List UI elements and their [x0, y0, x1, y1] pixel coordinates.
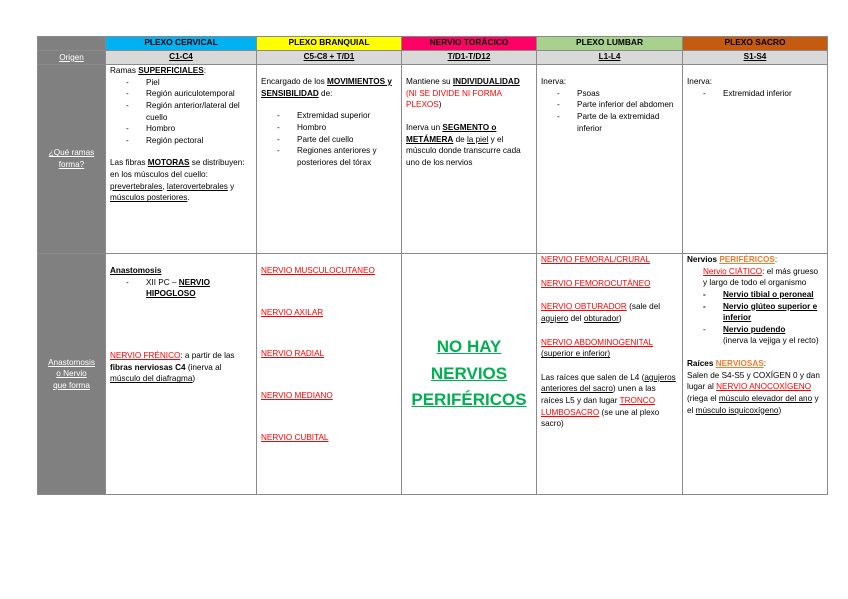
origen-label: Origen	[38, 51, 106, 65]
list-item: - Parte inferior del abdomen	[541, 99, 678, 111]
sacro-intro: Inerva:	[687, 77, 713, 86]
nervio-obturador: NERVIO OBTURADOR (sale del agujero del obturador)	[541, 302, 661, 323]
header-row	[38, 37, 828, 51]
sacro-ciatico: Nervio CIÁTICO: el más grueso y largo de todo el organismo	[703, 266, 819, 288]
sacro-perifericos: Nervios PERIFÉRICOS:	[687, 255, 778, 264]
ramas-branquial-cell	[257, 65, 402, 254]
lumbar-raices: Las raíces que salen de L4 (agujeros anteriores del sacro) unen a las raíces L5 y dan lugar TRONCO LUMBOSACRO (se une al plexo sacro)	[541, 372, 676, 429]
header-corner	[38, 37, 106, 51]
branquial-intro: Encargado de los MOVIMIENTOS y SENSIBILIDAD de:	[261, 77, 392, 98]
nervio-mediano: NERVIO MEDIANO	[261, 390, 333, 400]
list-item: - Psoas	[541, 88, 678, 100]
cervical-list	[110, 77, 252, 147]
toracico-segmento: Inerva un SEGMENTO o METÁMERA de la piel y el músculo donde transcurre cada uno de los nervios	[406, 122, 521, 167]
ramas-label	[38, 65, 106, 254]
sacro-raices-text: Salen de S4-S5 y COXÍGEN 0 y dan lugar al NERVIO ANOCOXÍGENO (riega el músculo elevador del ano y el músculo isquicoxígeno)	[687, 370, 820, 415]
origen-branquial: C5-C8 + T/D1	[257, 51, 402, 65]
sacro-nervios-list	[687, 289, 823, 347]
header-nervio-toracico: NERVIO TORÁCICO	[402, 37, 537, 51]
anastomosis-toracico-cell	[402, 254, 537, 495]
nervio-musculocutaneo: NERVIO MUSCULOCUTANEO	[261, 266, 375, 275]
anastomosis-sacro-cell	[683, 254, 828, 495]
cervical-anastomosis-title: Anastomosis	[110, 266, 162, 275]
anastomosis-branquial-cell	[257, 254, 402, 495]
lumbar-intro: Inerva:	[541, 77, 567, 86]
sacro-list	[687, 88, 823, 100]
list-item: - XII PC – NERVIO HIPOGLOSO	[110, 277, 252, 300]
list-item: - Piel	[110, 77, 252, 89]
list-item: - Hombro	[110, 123, 252, 135]
ramas-lumbar-cell	[537, 65, 683, 254]
cervical-anastomosis-list	[110, 277, 252, 300]
origen-row	[38, 51, 828, 65]
ramas-label-line1: ¿Qué ramas	[48, 148, 95, 158]
branquial-list	[261, 110, 397, 168]
nervio-abdominogenital: NERVIO ABDOMINOGENITAL (superior e inferior)	[541, 337, 654, 359]
ramas-cervical-cell	[106, 65, 257, 254]
toracico-individualidad: Mantiene su INDIVIDUALIDAD (NI SE DIVIDE NI FORMA PLEXOS)	[406, 77, 520, 110]
cervical-intro: Ramas SUPERFICIALES:	[110, 66, 207, 75]
list-item: - Región auriculotemporal	[110, 88, 252, 100]
sacro-raices: Raíces NERVIOSAS:	[687, 359, 767, 369]
ramas-sacro-cell	[683, 65, 828, 254]
lumbar-list	[541, 88, 678, 135]
list-item: - Parte de la extremidad inferior	[541, 111, 678, 134]
list-item: - Región anterior/lateral del cuello	[110, 100, 252, 123]
anastomosis-lumbar-cell	[537, 254, 683, 495]
list-item: - Nervio pudendo (inerva la vejiga y el recto)	[687, 324, 823, 347]
origen-sacro: S1-S4	[683, 51, 828, 65]
origen-cervical: C1-C4	[106, 51, 257, 65]
list-item: - Regiones anteriores y posteriores del tórax	[261, 145, 397, 168]
header-plexo-cervical: PLEXO CERVICAL	[106, 37, 257, 51]
anastomosis-label: Anastomosis o Nervio que forma	[38, 254, 106, 495]
list-item: - Región pectoral	[110, 135, 252, 147]
list-item: - Nervio glúteo superior e inferior	[687, 301, 823, 324]
list-item: - Hombro	[261, 122, 397, 134]
header-plexo-lumbar: PLEXO LUMBAR	[537, 37, 683, 51]
cervical-frenico: NERVIO FRÉNICO: a partir de las fibras nerviosas C4 (inerva al músculo del diafragma)	[110, 350, 235, 384]
origen-toracico: T/D1-T/D12	[402, 51, 537, 65]
anastomosis-cervical-cell	[106, 254, 257, 495]
nervio-axilar: NERVIO AXILAR	[261, 307, 324, 317]
ramas-toracico-cell	[402, 65, 537, 254]
nervio-cubital: NERVIO CUBITAL	[261, 432, 329, 442]
origen-lumbar: L1-L4	[537, 51, 683, 65]
header-plexo-sacro: PLEXO SACRO	[683, 37, 828, 51]
plexos-table	[37, 36, 828, 495]
list-item: - Extremidad superior	[261, 110, 397, 122]
no-hay-nervios-text: NO HAY NERVIOS PERIFÉRICOS	[411, 337, 527, 410]
list-item: - Nervio tibial o peroneal	[687, 289, 823, 301]
ramas-label-line2: forma?	[58, 160, 85, 169]
nervio-radial: NERVIO RADIAL	[261, 349, 325, 359]
ramas-row	[38, 65, 828, 254]
nervio-femorocutaneo: NERVIO FEMOROCUTÁNEO	[541, 278, 651, 288]
list-item: - Extremidad inferior	[687, 88, 823, 100]
anastomosis-row	[38, 254, 828, 495]
nervio-femoral: NERVIO FEMORAL/CRURAL	[541, 255, 651, 264]
cervical-fibras: Las fibras MOTORAS se distribuyen: en los músculos del cuello: prevertebrales, laterovertebrales y músculos posteriores.	[110, 158, 245, 203]
list-item: - Parte del cuello	[261, 134, 397, 146]
header-plexo-branquial: PLEXO BRANQUIAL	[257, 37, 402, 51]
